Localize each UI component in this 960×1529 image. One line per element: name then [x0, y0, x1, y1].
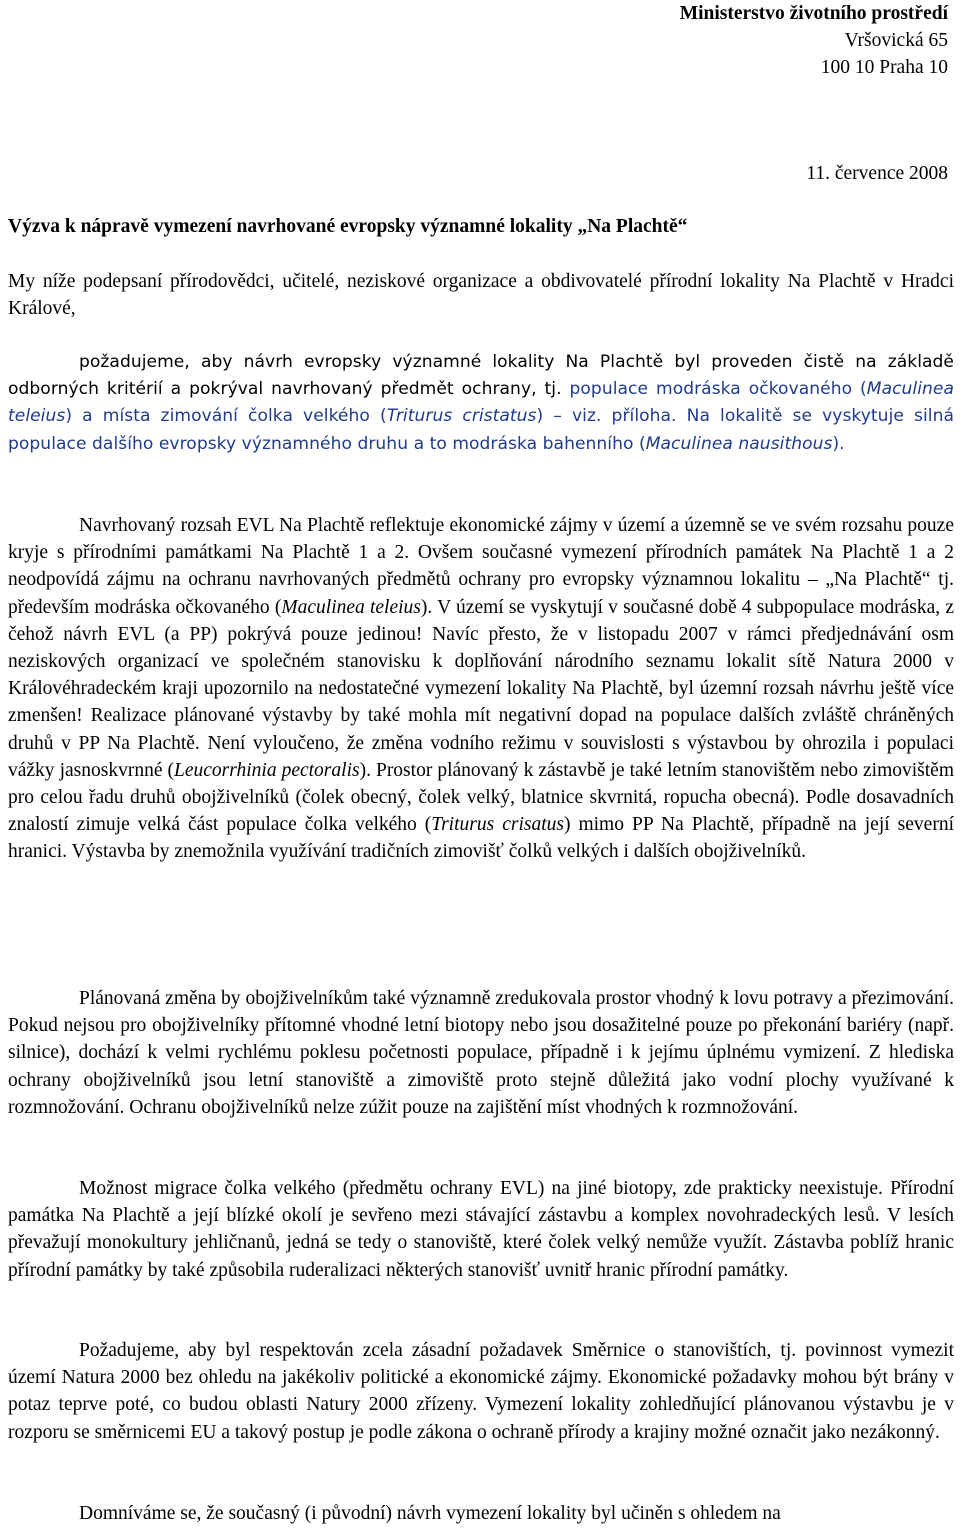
- latin-name: Maculinea teleius: [8, 379, 954, 427]
- latin-name: Leucorrhinia pectoralis: [174, 759, 360, 781]
- paragraph-habitats-directive: Požadujeme, aby byl respektován zcela zásadní požadavek Směrnice o stanovištích, tj. povinnost vymezit území Natura 2000 bez ohledu na jakékoliv politické a ekonomické zájmy. Ekonomické požadavky mohou být brány v potaz teprve poté, co budou oblasti Natury 2000 zřízeny. Vymezení lokality zohledňující plánovanou výstavbu je v rozporu se směrnicemi EU a takový postup je podle zákona o ochraně přírody a krajiny možné označit jako nezákonný.: [8, 1340, 954, 1443]
- latin-name: Maculinea teleius: [281, 596, 421, 618]
- paragraph-evl-extent: Navrhovaný rozsah EVL Na Plachtě reflektuje ekonomické zájmy v území a územně se ve svém rozsahu pouze kryje s přírodními památkami Na Plachtě 1 a 2. Ovšem současné vymezení přírodních památek Na Plachtě 1 a 2 neodpovídá zájmu na ochranu navrhovaných předmětů ochrany pro evropsky významnou lokalitu – „Na Plachtě“ tj. především modráska očkovaného (Maculinea teleius). V území se vyskytují v současné době 4 subpopulace modráska, z čehož návrh EVL (a PP) pokrývá pouze jedinou! Navíc přesto, že v listopadu 2007 v rámci předjednávání osm neziskových organizací ve společném stanovisku k doplňování národního seznamu lokalit sítě Natura 2000 v Královéhradeckém kraji upozornilo na nedostatečné vymezení lokality Na Plachtě, byl územní rozsah návrhu ještě více zmenšen! Realizace plánované výstavby by také mohla mít negativní dopad na populace dalších zvláště chráněných druhů v PP Na Plachtě. Není vyloučeno, že změna vodního režimu v souvislosti s výstavbou by ohrozila i populaci vážky jasnoskvrnné (Leucorrhinia pectoralis). Prostor plánovaný k zástavbě je také letním stanovištěm nebo zimovištěm pro celou řadu druhů obojživelníků (čolek obecný, čolek velký, blatnice skvrnitá, ropucha obecná). Podle dosavadních znalostí zimuje velká část populace čolka velkého (Triturus crisatus) mimo PP Na Plachtě, případně na její severní hranici. Výstavba by znemožnila využívání tradičních zimovišť čolků velkých i dalších obojživelníků.: [8, 515, 955, 863]
- demand-text-2: populace modráska očkovaného (: [561, 379, 867, 400]
- paragraph-conclusion: Domníváme se, že současný (i původní) návrh vymezení lokality byl učiněn s ohledem na: [79, 1503, 781, 1524]
- recipient-street: Vršovická 65: [844, 30, 948, 51]
- demand-text-5: ).: [832, 433, 845, 454]
- recipient-city: 100 10 Praha 10: [820, 57, 948, 78]
- recipient-org: Ministerstvo životního prostředí: [679, 3, 948, 24]
- document-title: Výzva k nápravě vymezení navrhované evropsky významné lokality „Na Plachtě“: [8, 216, 688, 237]
- letter-date: 11. července 2008: [806, 163, 948, 184]
- demand-paragraph: [8, 349, 954, 458]
- recipient-address: [680, 0, 948, 81]
- demand-text-1: požadujeme, aby návrh evropsky významné lokality Na Plachtě byl proveden čistě na základě odborných kritérií a pokrýval navrhovaný předmět ochrany, tj.: [8, 352, 954, 400]
- paragraph-migration: Možnost migrace čolka velkého (předmětu ochrany EVL) na jiné biotopy, zde prakticky neexistuje. Přírodní památka Na Plachtě a její blízké okolí je sevřeno mezi stávající zástavbu a komplex novohradeckých lesů. V lesích převažují monokultury jehličnanů, jedná se tedy o stanoviště, které čolek velký nemůže využít. Zástavba poblíž hranic přírodní památky by také způsobila ruderalizaci některých stanovišť uvnitř hranic přírodní památky.: [8, 1178, 954, 1281]
- intro-paragraph: My níže podepsaní přírodovědci, učitelé, neziskové organizace a obdivovatelé přírodní lokality Na Plachtě v Hradci Králové,: [8, 271, 954, 320]
- demand-text-4: ) – viz. příloha. Na lokalitě se vyskytuje silná populace dalšího evropsky významného druhu a to modráska bahenního (: [8, 406, 954, 454]
- latin-name: Maculinea nausithous: [645, 433, 833, 454]
- demand-text-3: ) a místa zimování čolka velkého (: [65, 406, 387, 427]
- paragraph-amphibians: Plánovaná změna by obojživelníkům také významně zredukovala prostor vhodný k lovu potravy a přezimování. Pokud nejsou pro obojživelníky přítomné vhodné letní biotopy nebo jsou dosažitelné pouze po překonání bariéry (např. silnice), dochází k velmi rychlému poklesu početnosti populace, případně i k jejímu úplnému vymizení. Z hlediska ochrany obojživelníků jsou letní stanoviště a zimoviště proto stejně důležitá jako vodní plochy využívané k rozmnožování. Ochranu obojživelníků nelze zúžit pouze na zajištění míst vhodných k rozmnožování.: [8, 988, 954, 1118]
- latin-name: Triturus cristatus: [386, 406, 537, 427]
- latin-name: Triturus crisatus: [431, 814, 564, 836]
